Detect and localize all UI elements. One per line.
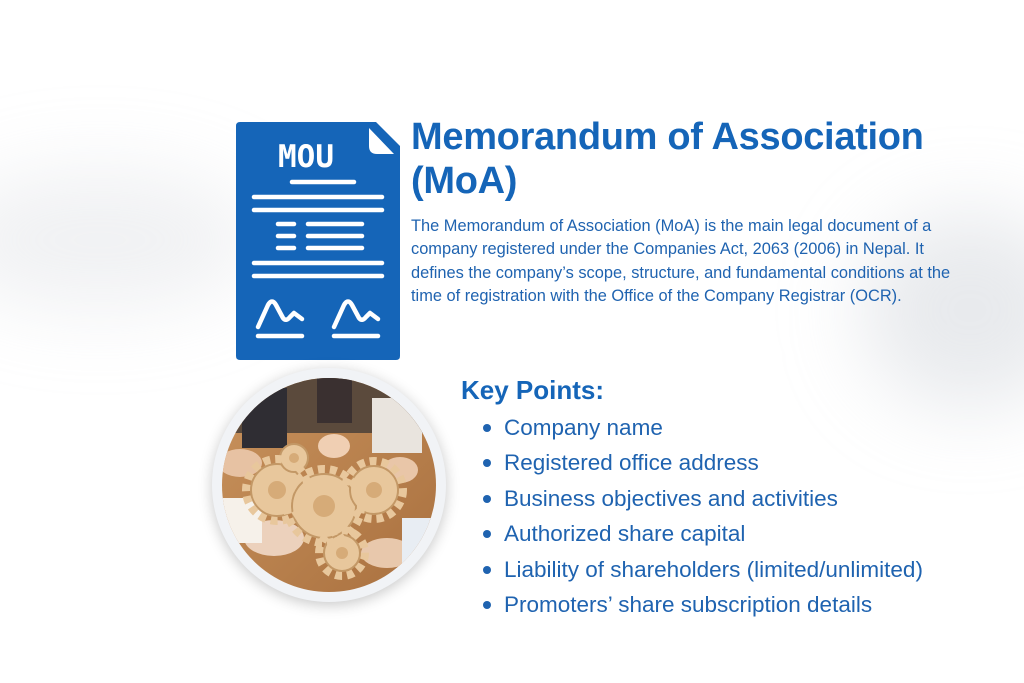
bullet-icon [483,566,491,574]
bullet-icon [483,459,491,467]
key-points-list [481,410,1021,622]
key-points-heading: Key Points: [461,375,605,405]
description-text: The Memorandum of Association (MoA) is the main legal document of a company registered under the Companies Act, 2063 (2006) in Nepal. It defines the company’s scope, structure, and fundamental conditions at the time of registration with the Office of the Company Registrar (OCR). [411,217,951,306]
list-item: Promoters’ share subscription details [481,587,1021,622]
page-title: Memorandum of Association (MoA) [411,116,924,202]
bullet-icon [483,601,491,609]
bullet-icon [483,495,491,503]
list-item: Company name [481,410,1021,445]
teamwork-gears-photo [222,378,436,592]
mou-label: MOU [278,139,334,175]
list-item: Liability of shareholders (limited/unlimited) [481,552,1021,587]
list-item: Business objectives and activities [481,481,1021,516]
background-smudge [0,170,260,310]
photo-frame [212,368,446,602]
bullet-icon [483,530,491,538]
list-item: Authorized share capital [481,516,1021,551]
bullet-icon [483,424,491,432]
list-item: Registered office address [481,445,1021,480]
mou-document-icon [236,122,400,360]
